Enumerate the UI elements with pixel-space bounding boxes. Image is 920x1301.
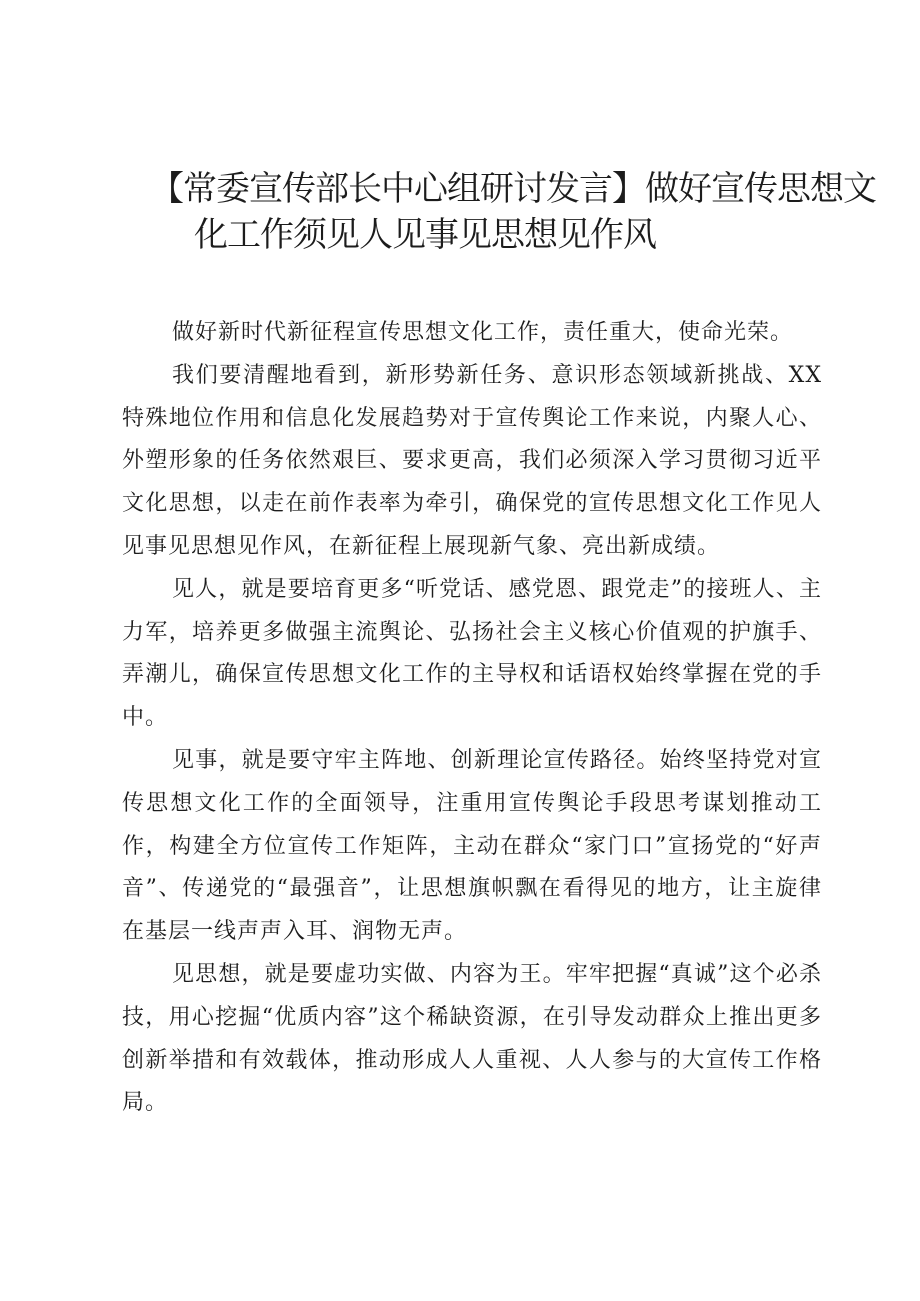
paragraph-situation: 我们要清醒地看到，新形势新任务、意识形态领域新挑战、XX特殊地位作用和信息化发展趋势对于宣传舆论工作来说，内聚人心、外塑形象的任务依然艰巨、要求更高，我们必须深入学习贯彻习近平文化思想，以走在前作表率为牵引，确保党的宣传思想文化工作见人见事见思想见作风，在新征程上展现新气象、亮出新成绩。 <box>122 362 822 559</box>
paragraph-affairs: 见事，就是要守牢主阵地、创新理论宣传路径。始终坚持党对宣传思想文化工作的全面领导，注重用宣传舆论手段思考谋划推动工作，构建全方位宣传工作矩阵，主动在群众“家门口”宣扬党的“好声音”、传递党的“最强音”，让思想旗帜飘在看得见的地方，让主旋律在基层一线声声入耳、润物无声。 <box>122 747 822 945</box>
paragraph-thought: 见思想，就是要虚功实做、内容为王。牢牢把握“真诚”这个必杀技，用心挖掘“优质内容”这个稀缺资源，在引导发动群众上推出更多创新举措和有效载体，推动形成人人重视、人人参与的大宣传工作格局。 <box>122 961 822 1116</box>
title-line-1: 【常委宣传部长中心组研讨发言】做好宣传思想文 <box>150 169 876 209</box>
paragraph-intro: 做好新时代新征程宣传思想文化工作，责任重大，使命光荣。 <box>172 320 794 345</box>
document-body <box>122 312 822 1125</box>
document-title <box>150 166 876 258</box>
title-line-2: 化工作须见人见事见思想见作风 <box>194 215 656 255</box>
paragraph-people: 见人，就是要培育更多“听党话、感党恩、跟党走”的接班人、主力军，培养更多做强主流舆论、弘扬社会主义核心价值观的护旗手、弄潮儿，确保宣传思想文化工作的主导权和话语权始终掌握在党的手中。 <box>122 576 822 731</box>
